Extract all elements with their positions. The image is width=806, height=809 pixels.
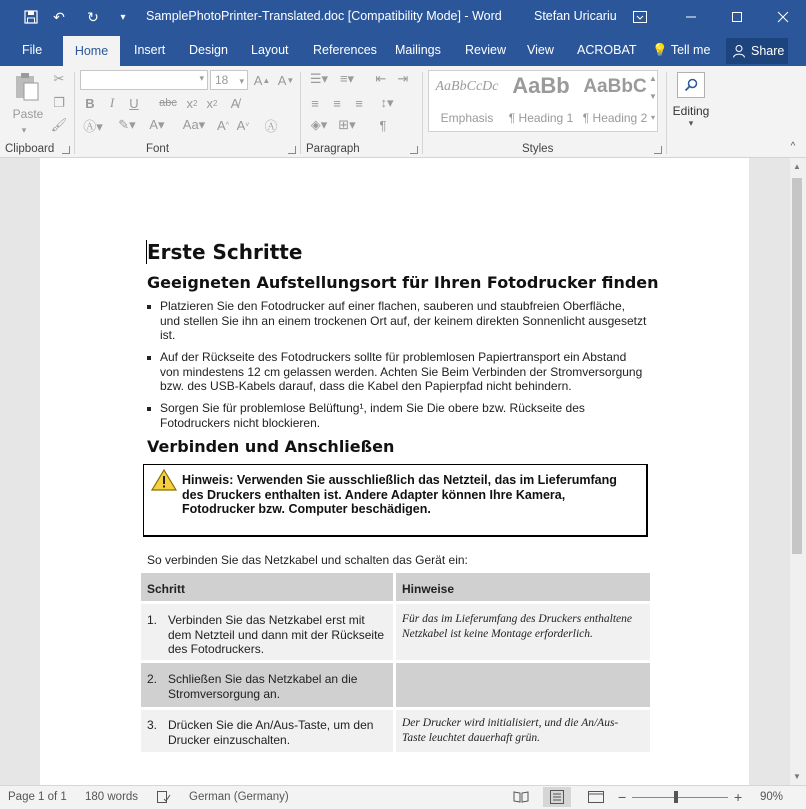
list-item-text: Auf der Rückseite des Fotodruckers sollte für problemlosen Papiertransport ein Abstand von mindestens 12 cm gelassen werden. Achten Sie Beim Verbinden der Stromversorgung bzw. des USB-Kabels darauf, dass die Kabel den Papierpfad nicht behindern. xyxy=(160,350,643,393)
shrink-font-2-icon[interactable]: A ˅ xyxy=(236,117,250,133)
print-layout-icon[interactable] xyxy=(543,787,571,807)
decrease-indent-icon[interactable]: ⇤ xyxy=(375,71,387,86)
style-name: ¶ Heading 2 xyxy=(582,111,648,125)
align-right-icon[interactable]: ≡ xyxy=(355,95,363,111)
customize-qat-icon[interactable]: ▾ xyxy=(120,11,126,23)
share-button[interactable] xyxy=(726,38,788,64)
section-heading-connect: Verbinden und Anschließen xyxy=(147,437,395,456)
tab-review[interactable]: Review xyxy=(465,43,506,57)
strikethrough-icon[interactable]: abc xyxy=(159,97,177,109)
user-name[interactable]: Stefan Uricariu xyxy=(534,9,617,23)
chevron-down-icon: ▾ xyxy=(239,76,244,86)
font-name-combo[interactable] xyxy=(80,70,208,90)
zoom-slider-thumb[interactable] xyxy=(674,791,678,803)
tab-layout[interactable]: Layout xyxy=(251,43,289,57)
shading-icon[interactable]: ◈▾ xyxy=(310,117,328,132)
read-mode-icon[interactable] xyxy=(513,791,529,806)
paragraph-group-label: Paragraph xyxy=(306,143,360,155)
step-number: 2. xyxy=(147,672,158,686)
zoom-slider[interactable] xyxy=(632,797,728,798)
bullet-icon xyxy=(147,407,151,411)
bullet-icon xyxy=(147,305,151,309)
status-bar xyxy=(0,785,806,809)
enclose-char-icon[interactable]: Ⓐ xyxy=(264,118,278,134)
web-layout-icon[interactable] xyxy=(588,791,604,806)
styles-group-label: Styles xyxy=(522,143,554,155)
show-hide-icon[interactable]: ¶ xyxy=(379,117,387,133)
editing-button[interactable] xyxy=(668,70,714,140)
heading-erste-schritte: Erste Schritte xyxy=(147,240,303,264)
grow-font-icon[interactable]: A ▲ xyxy=(253,72,271,88)
scroll-up-icon[interactable]: ▲ xyxy=(793,162,801,171)
document-area xyxy=(0,158,790,785)
undo-icon[interactable]: ↶ xyxy=(53,8,65,25)
tell-me-search[interactable] xyxy=(652,34,710,66)
style-heading-2[interactable] xyxy=(579,71,651,131)
paragraph-launcher-icon[interactable] xyxy=(410,146,418,154)
style-sample: AaBbCcDc xyxy=(435,79,499,94)
document-page[interactable] xyxy=(40,158,749,785)
clipboard-group-label: Clipboard xyxy=(5,143,55,155)
note-text: Der Drucker wird initialisiert, und die An/Aus-Taste leuchtet dauerhaft grün. xyxy=(402,717,619,744)
group-divider xyxy=(666,72,667,154)
styles-launcher-icon[interactable] xyxy=(654,146,662,154)
word-count[interactable]: 180 words xyxy=(85,791,139,803)
text-effects-icon[interactable]: Ⓐ▾ xyxy=(83,118,103,134)
list-item xyxy=(147,401,647,430)
zoom-in-icon[interactable]: + xyxy=(734,789,743,805)
warning-text: Hinweis: Verwenden Sie ausschließlich das Netzteil, das im Lieferumfang des Druckers enthalten ist. Andere Adapter können Ihre Kamera, Fotodrucker bzw. Computer beschädigen. xyxy=(182,473,617,516)
copy-icon[interactable]: ❐ xyxy=(53,95,65,110)
editing-label: Editing xyxy=(672,104,710,118)
list-item xyxy=(147,299,647,343)
lightbulb-icon: 💡 xyxy=(652,43,668,57)
chevron-down-icon: ▾ xyxy=(688,118,694,128)
ribbon-tab-bar xyxy=(0,34,806,66)
italic-icon[interactable]: I xyxy=(109,95,115,110)
zoom-level[interactable]: 90% xyxy=(760,791,784,803)
language[interactable]: German (Germany) xyxy=(189,791,289,803)
highlight-icon[interactable]: ✎▾ xyxy=(118,117,136,132)
styles-scroll-down-icon[interactable]: ▼ xyxy=(649,91,657,101)
align-center-icon[interactable]: ≡ xyxy=(333,95,341,111)
person-icon xyxy=(732,44,746,58)
list-item xyxy=(147,350,647,394)
cut-icon[interactable]: ✂ xyxy=(53,71,65,86)
change-case-icon[interactable]: Aa▾ xyxy=(182,117,206,132)
increase-indent-icon[interactable]: ⇥ xyxy=(397,71,409,86)
format-painter-icon[interactable]: 🖌 xyxy=(50,117,68,132)
paste-icon[interactable] xyxy=(12,72,42,102)
title-bar xyxy=(0,0,806,34)
table-row xyxy=(141,710,393,752)
bullets-icon[interactable]: ☰▾ xyxy=(309,71,329,86)
vertical-scrollbar[interactable] xyxy=(790,158,806,785)
zoom-out-icon[interactable]: − xyxy=(618,789,627,805)
table-row xyxy=(141,663,393,707)
warning-notice xyxy=(143,464,648,537)
style-sample: AaBb xyxy=(512,73,570,98)
note-text: Für das im Lieferumfang des Druckers enthaltene Netzkabel ist keine Montage erforderlich. xyxy=(402,613,632,640)
tab-acrobat[interactable]: ACROBAT xyxy=(577,43,637,57)
grow-font-2-icon[interactable]: A ^ xyxy=(217,117,229,133)
minimize-icon[interactable] xyxy=(668,0,714,34)
font-launcher-icon[interactable] xyxy=(288,146,296,154)
close-icon[interactable] xyxy=(760,0,806,34)
table-row xyxy=(141,604,393,660)
search-icon xyxy=(677,72,705,98)
table-header-step: Schritt xyxy=(141,573,393,601)
font-size-combo[interactable] xyxy=(210,70,248,90)
step-text: Verbinden Sie das Netzkabel erst mit dem Netzteil und dann mit der Rückseite des Fotodruckers. xyxy=(168,613,385,656)
scroll-down-icon[interactable]: ▼ xyxy=(793,772,801,781)
tab-insert[interactable]: Insert xyxy=(134,43,166,57)
paste-button[interactable]: Paste xyxy=(12,107,44,121)
align-left-icon[interactable]: ≡ xyxy=(311,95,319,111)
step-text: Drücken Sie die An/Aus-Taste, um den Drucker einzuschalten. xyxy=(168,718,374,747)
step-text: Schließen Sie das Netzkabel an die Stromversorgung an. xyxy=(168,672,358,701)
scrollbar-thumb[interactable] xyxy=(792,178,802,554)
tell-me-label: Tell me xyxy=(670,43,711,57)
tab-home[interactable]: Home xyxy=(63,36,120,66)
line-spacing-icon[interactable]: ↕▾ xyxy=(380,95,394,110)
table-cell-note xyxy=(396,710,650,752)
proofing-icon[interactable] xyxy=(157,791,171,806)
step-number: 3. xyxy=(147,718,158,732)
table-cell-note xyxy=(396,663,650,707)
share-label: Share xyxy=(751,44,785,58)
page-count[interactable]: Page 1 of 1 xyxy=(8,791,67,803)
section-heading-location: Geeigneten Aufstellungsort für Ihren Fotodrucker finden xyxy=(147,273,659,292)
style-name: Emphasis xyxy=(440,111,494,125)
style-name: ¶ Heading 1 xyxy=(508,111,574,125)
group-divider xyxy=(74,72,75,154)
maximize-icon[interactable] xyxy=(714,0,760,34)
style-heading-1[interactable] xyxy=(505,71,577,131)
paste-dropdown-icon[interactable]: ▾ xyxy=(21,124,27,135)
save-icon[interactable] xyxy=(22,8,40,26)
step-number: 1. xyxy=(147,613,158,627)
chevron-down-icon: ▾ xyxy=(199,73,204,83)
shrink-font-icon[interactable]: A ▼ xyxy=(277,72,295,88)
style-sample: AaBbC xyxy=(583,76,647,97)
style-emphasis[interactable] xyxy=(431,71,503,131)
font-size-value: 18 xyxy=(215,73,229,87)
bullet-icon xyxy=(147,356,151,360)
tab-view[interactable]: View xyxy=(527,43,554,57)
tab-file[interactable]: File xyxy=(22,43,43,57)
styles-gallery xyxy=(428,70,658,132)
table-cell-note xyxy=(396,604,650,660)
table-header-notes: Hinweise xyxy=(396,573,650,601)
borders-icon[interactable]: ⊞▾ xyxy=(338,117,356,132)
list-item-text: Sorgen Sie für problemlose Belüftung¹, indem Sie Die obere bzw. Rückseite des Fotodruckers nicht blockieren. xyxy=(160,401,585,430)
tab-design[interactable]: Design xyxy=(189,43,228,57)
font-color-icon[interactable]: A▾ xyxy=(149,117,165,132)
group-divider xyxy=(422,72,423,154)
font-group-label: Font xyxy=(146,143,170,155)
tab-references[interactable]: References xyxy=(313,43,377,57)
collapse-ribbon-icon[interactable]: ^ xyxy=(790,140,796,152)
bold-icon[interactable]: B xyxy=(85,95,95,111)
superscript-icon[interactable]: x 2 xyxy=(206,95,218,111)
tab-mailings[interactable]: Mailings xyxy=(395,43,441,57)
clear-formatting-icon[interactable]: A̸ xyxy=(230,95,240,111)
list-item-text: Platzieren Sie den Fotodrucker auf einer flachen, sauberen und staubfreien Oberfläche, und stellen Sie ihn an einem trockenen Ort auf, der keinem direkten Sonnenlicht ausgesetzt ist. xyxy=(160,299,647,342)
group-divider xyxy=(300,72,301,154)
warning-icon xyxy=(151,469,177,491)
intro-text: So verbinden Sie das Netzkabel und schalten das Gerät ein: xyxy=(147,553,468,567)
ribbon-display-icon[interactable] xyxy=(620,0,660,34)
redo-icon[interactable]: ↻ xyxy=(87,8,99,25)
styles-more-icon[interactable]: ▾ xyxy=(650,112,655,122)
styles-scroll-up-icon[interactable]: ▲ xyxy=(649,73,657,83)
document-title: SamplePhotoPrinter-Translated.doc [Compatibility Mode] - Word xyxy=(146,9,502,23)
ribbon-home xyxy=(0,66,806,158)
subscript-icon[interactable]: x 2 xyxy=(186,95,198,111)
clipboard-launcher-icon[interactable] xyxy=(62,146,70,154)
numbering-icon[interactable]: ≡▾ xyxy=(339,71,355,86)
underline-icon[interactable]: U xyxy=(129,95,139,111)
